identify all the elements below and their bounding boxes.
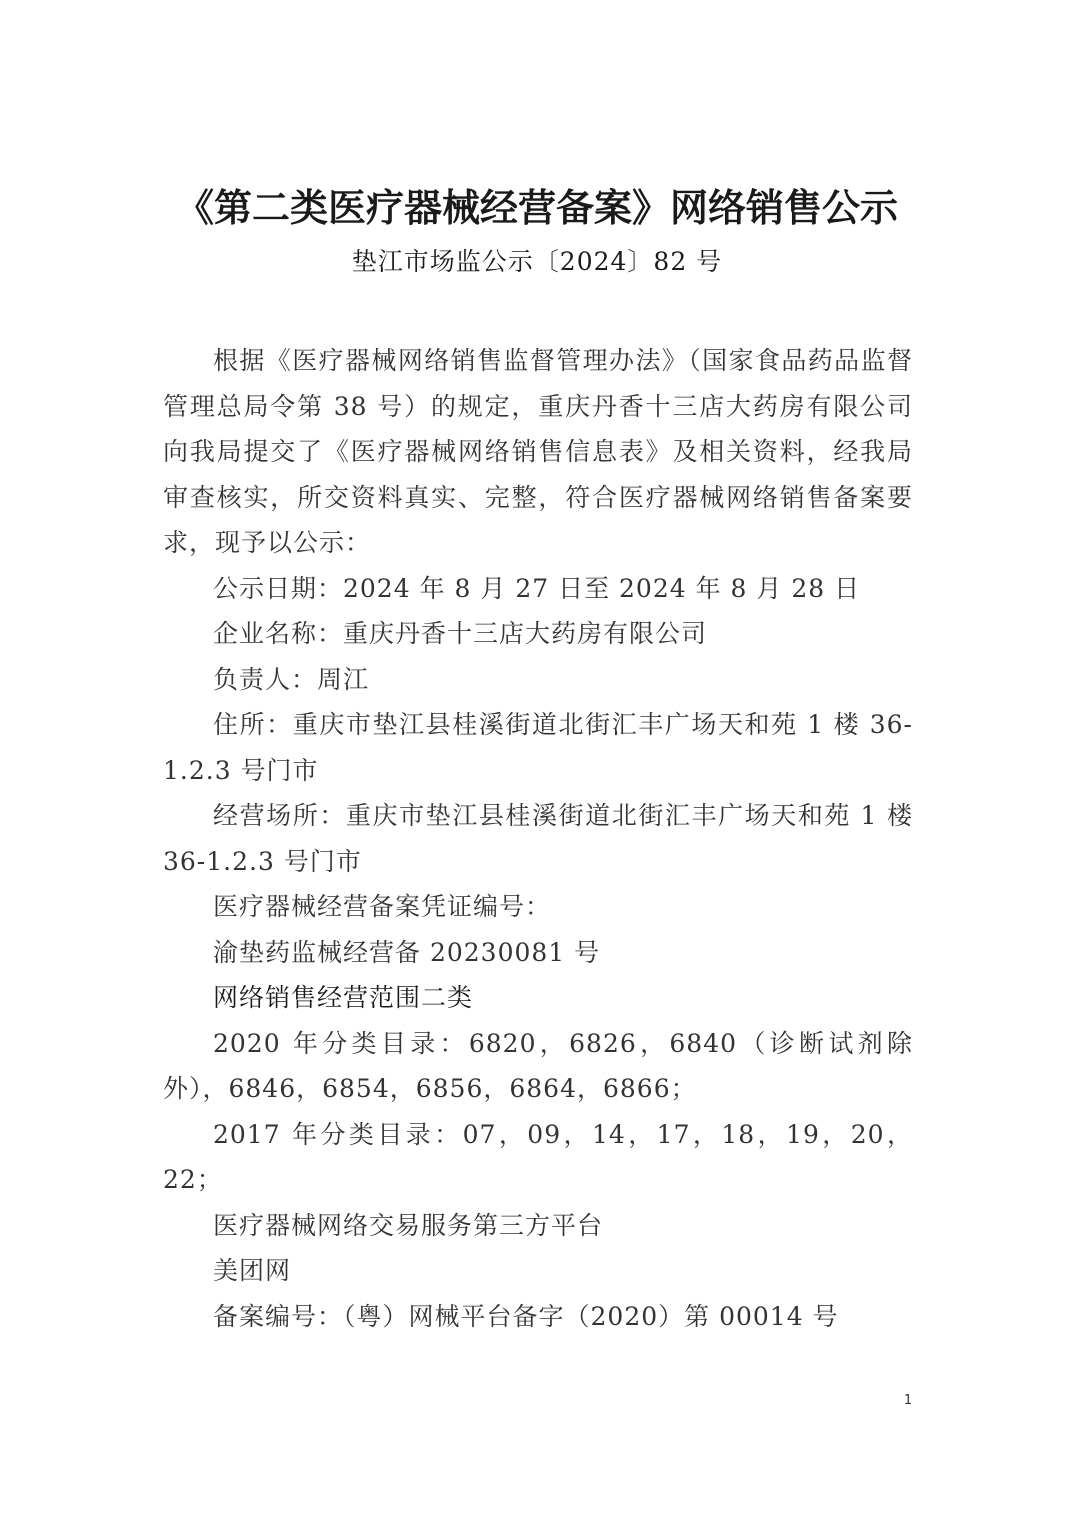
- catalog-2020: 2020 年分类目录：6820，6826，6840（诊断试剂除外），6846，6854，6856，6864，6866；: [163, 1028, 913, 1103]
- platform-filing-number: 备案编号：（粤）网械平台备字（2020）第 00014 号: [213, 1301, 839, 1331]
- platform-name: 美团网: [213, 1256, 292, 1285]
- document-body: [163, 338, 913, 1339]
- responsible-person: 负责人：周江: [213, 664, 370, 694]
- document-number: 垫江市场监公示〔2024〕82 号: [351, 247, 723, 276]
- third-party-platform-label: 医疗器械网络交易服务第三方平台: [213, 1210, 604, 1240]
- document-title: 《第二类医疗器械经营备案》网络销售公示: [175, 186, 898, 230]
- company-name: 企业名称：重庆丹香十三店大药房有限公司: [213, 619, 708, 648]
- catalog-2017: 2017 年分类目录：07，09，14，17，18，19，20，22；: [163, 1119, 913, 1194]
- business-premises: 经营场所：重庆市垫江县桂溪街道北街汇丰广场天和苑 1 楼 36-1.2.3 号门市: [163, 801, 913, 876]
- residence-address: 住所：重庆市垫江县桂溪街道北街汇丰广场天和苑 1 楼 36-1.2.3 号门市: [163, 710, 913, 785]
- online-sales-scope: 网络销售经营范围二类: [213, 983, 474, 1012]
- publicity-date: 公示日期：2024 年 8 月 27 日至 2024 年 8 月 28 日: [213, 573, 861, 603]
- certificate-number: 渝垫药监械经营备 20230081 号: [213, 937, 601, 967]
- intro-paragraph: 根据《医疗器械网络销售监督管理办法》（国家食品药品监督管理总局令第 38 号）的规定，重庆丹香十三店大药房有限公司向我局提交了《医疗器械网络销售信息表》及相关资料，经我局审查核实，所交资料真实、完整，符合医疗器械网络销售备案要求，现予以公示：: [163, 346, 913, 557]
- certificate-number-label: 医疗器械经营备案凭证编号：: [213, 892, 552, 921]
- page-number: 1: [903, 1393, 913, 1408]
